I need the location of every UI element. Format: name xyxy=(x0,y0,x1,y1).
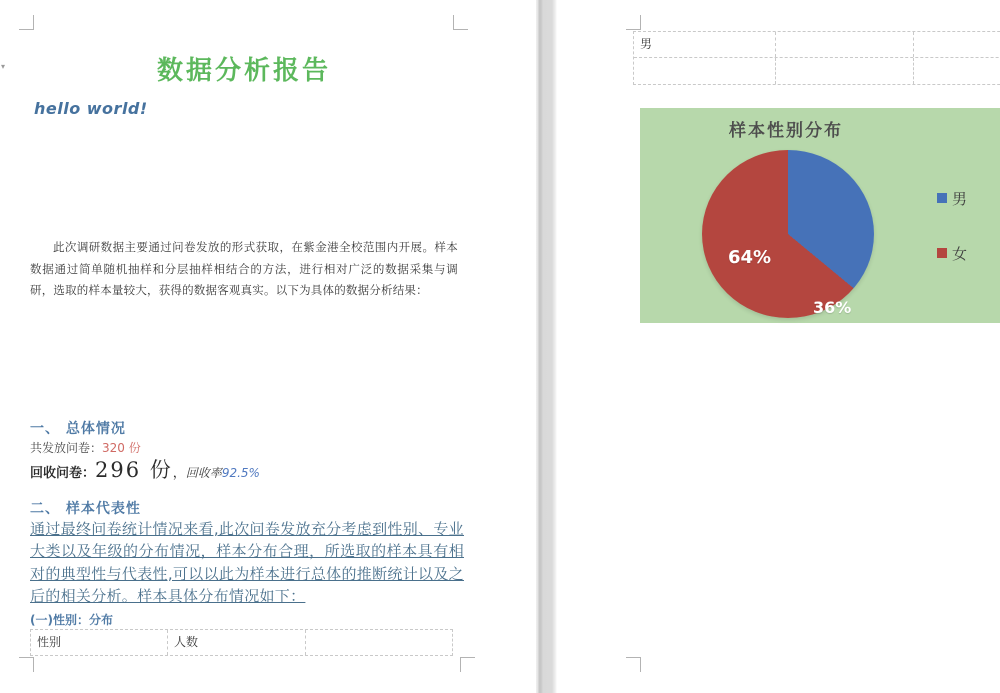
greeting-text: hello world! xyxy=(34,99,148,118)
pie-chart[interactable] xyxy=(702,150,874,318)
table-cell-empty[interactable] xyxy=(306,630,452,655)
issued-label: 共发放问卷： xyxy=(30,441,103,455)
table-cell-empty[interactable] xyxy=(914,58,1000,84)
intro-paragraph: 此次调研数据主要通过问卷发放的形式获取，在紫金港全校范围内开展。样本数据通过简单随机抽样和分层抽样相结合的方法，进行相对广泛的数据采集与调研，选取的样本量较大，获得的数据客观真实。以下为具体的数据分析结果： xyxy=(30,240,458,297)
received-value: 296 份 xyxy=(95,458,173,482)
margin-crop-mark xyxy=(19,657,34,672)
table-cell-empty[interactable] xyxy=(634,58,776,84)
section2-heading: 二、 样本代表性 xyxy=(30,501,141,517)
pie-slice-label-male: 36% xyxy=(813,298,852,317)
document-page-2[interactable] xyxy=(557,0,1000,693)
table-cell-count[interactable]: 人数 xyxy=(168,630,306,655)
table-cell-male[interactable]: 男 xyxy=(634,32,776,57)
rate-label: 回收率 xyxy=(185,466,222,480)
section1-heading: 一、 总体情况 xyxy=(30,421,126,437)
margin-crop-mark xyxy=(19,15,34,30)
table-row xyxy=(634,57,1000,84)
table-cell-empty[interactable] xyxy=(776,58,914,84)
gender-pie-chart[interactable] xyxy=(640,108,1000,323)
table-cell-gender[interactable]: 性别 xyxy=(31,630,168,655)
table-row xyxy=(31,630,452,655)
legend-female-label: 女 xyxy=(952,245,968,263)
legend-female-swatch xyxy=(937,248,947,258)
margin-crop-mark xyxy=(626,15,641,30)
issued-value: 320 份 xyxy=(102,441,141,455)
legend-male-label: 男 xyxy=(952,190,968,208)
margin-crop-mark xyxy=(626,657,641,672)
page-gap xyxy=(536,0,557,693)
legend-male-swatch xyxy=(937,193,947,203)
pie-slice-label-female: 64% xyxy=(728,247,772,268)
gender-table-continued xyxy=(633,31,1000,85)
gender-subsection-heading: (一)性别：分布 xyxy=(30,613,113,627)
document-title: 数据分析报告 xyxy=(156,56,331,86)
section2-paragraph: 通过最终问卷统计情况来看,此次问卷发放充分考虑到性别、专业大类以及年级的分布情况，样本分布合理，所选取的样本具有相对的典型性与代表性,可以以此为样本进行总体的推断统计以及之后的相关分析。样本具体分布情况如下： xyxy=(30,520,464,605)
table-row xyxy=(634,32,1000,57)
comma-text: ， xyxy=(172,466,186,481)
table-cell-empty[interactable] xyxy=(776,32,914,57)
margin-crop-mark xyxy=(460,657,475,672)
margin-crop-mark xyxy=(453,15,468,30)
received-questionnaires-line xyxy=(30,454,260,484)
rate-value: 92.5% xyxy=(221,466,260,480)
gender-table-header xyxy=(30,629,453,656)
table-cell-empty[interactable] xyxy=(914,32,1000,57)
chart-title: 样本性别分布 xyxy=(729,121,843,141)
outline-collapse-icon[interactable]: ▾ xyxy=(1,62,6,71)
received-label: 回收问卷： xyxy=(30,466,96,481)
